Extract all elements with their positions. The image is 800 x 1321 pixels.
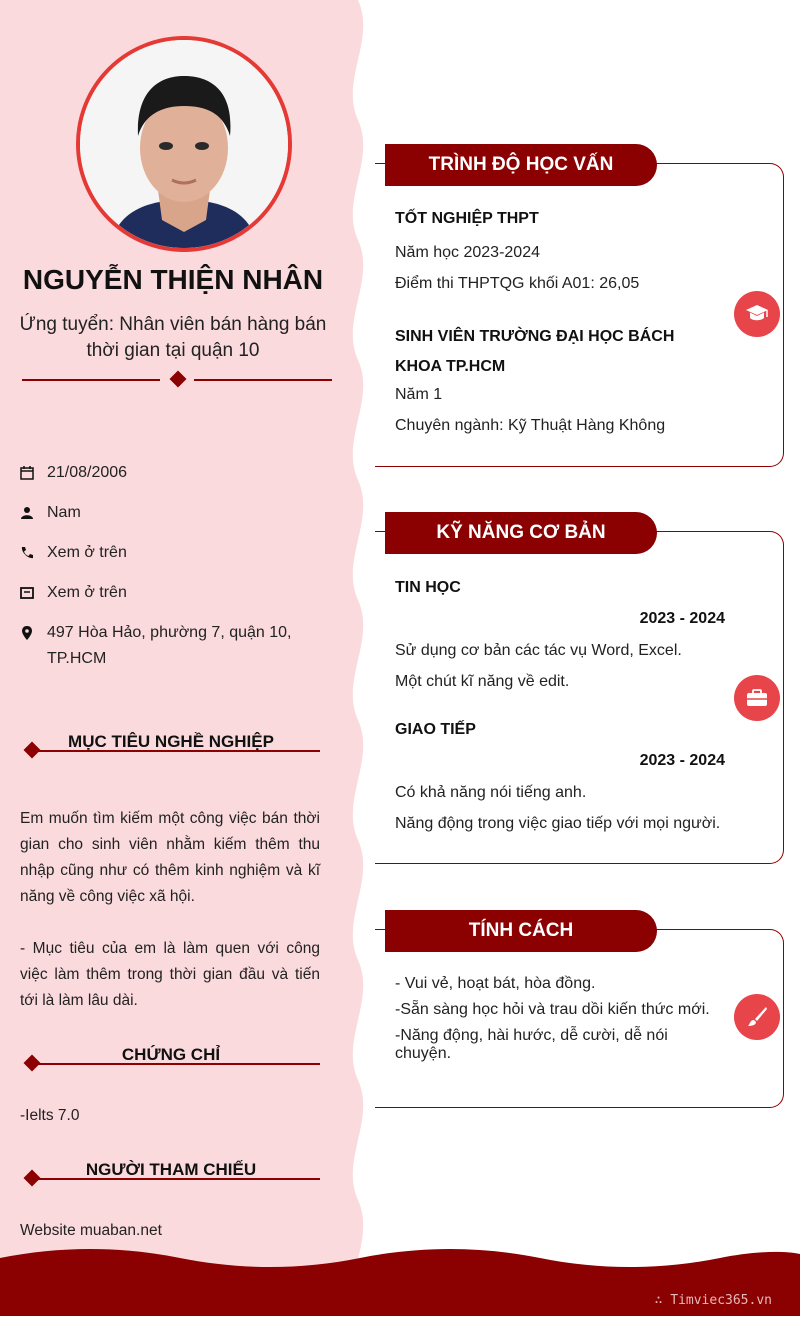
info-address: 497 Hòa Hảo, phường 7, quận 10, TP.HCM xyxy=(20,620,320,672)
user-icon xyxy=(20,506,34,520)
info-email: Xem ở trên xyxy=(20,580,320,606)
personality-title: TÍNH CÁCH xyxy=(385,910,657,952)
objective-text-2: - Mục tiêu của em là làm quen với công việc làm thêm trong thời gian đầu và tiến tới là làm lâu dài. xyxy=(20,940,320,1009)
info-birthdate: 21/08/2006 xyxy=(20,460,320,486)
education-item-2-name: SINH VIÊN TRƯỜNG ĐẠI HỌC BÁCH KHOA TP.HCM xyxy=(395,328,675,375)
calendar-icon xyxy=(20,466,34,480)
briefcase-icon xyxy=(734,675,780,721)
paintbrush-icon xyxy=(734,994,780,1040)
education-item-1-year: Năm học 2023-2024 xyxy=(395,244,540,261)
skill-2-name: GIAO TIẾP xyxy=(395,721,476,738)
info-gender: Nam xyxy=(20,500,320,526)
certificates-text: -Ielts 7.0 xyxy=(20,1107,80,1124)
personality-line-2: -Sẵn sàng học hỏi và trau dồi kiến thức mới. xyxy=(395,1001,710,1018)
skill-1-line-2: Một chút kĩ năng về edit. xyxy=(395,673,570,690)
avatar xyxy=(76,36,292,252)
location-icon xyxy=(20,626,34,640)
skill-2-line-2: Năng động trong việc giao tiếp với mọi người. xyxy=(395,815,721,832)
email-icon xyxy=(20,586,34,600)
education-item-2-year: Năm 1 xyxy=(395,386,443,403)
skill-2-line-1: Có khả năng nói tiếng anh. xyxy=(395,784,587,801)
name-divider xyxy=(22,372,332,388)
skills-title: KỸ NĂNG CƠ BẢN xyxy=(385,512,657,554)
watermark: ∴ Timviec365.vn xyxy=(654,1293,772,1308)
skill-2-year: 2023 - 2024 xyxy=(639,752,725,769)
info-phone: Xem ở trên xyxy=(20,540,320,566)
references-text: Website muaban.net xyxy=(20,1222,162,1239)
objective-heading: MỤC TIÊU NGHỀ NGHIỆP xyxy=(22,732,320,760)
references-heading: NGƯỜI THAM CHIẾU xyxy=(22,1160,320,1188)
education-item-1-score: Điểm thi THPTQG khối A01: 26,05 xyxy=(395,275,640,292)
personality-line-3: -Năng động, hài hước, dễ cười, dễ nói chuyện. xyxy=(395,1027,668,1062)
candidate-name: NGUYỄN THIỆN NHÂN xyxy=(22,264,324,295)
education-item-2-major: Chuyên ngành: Kỹ Thuật Hàng Không xyxy=(395,417,666,434)
certificates-heading: CHỨNG CHỈ xyxy=(22,1045,320,1073)
personality-line-1: - Vui vẻ, hoạt bát, hòa đồng. xyxy=(395,975,596,992)
skill-1-line-1: Sử dụng cơ bản các tác vụ Word, Excel. xyxy=(395,642,682,659)
applied-position: Ứng tuyển: Nhân viên bán hàng bán thời gian tại quận 10 xyxy=(19,314,327,361)
phone-icon xyxy=(20,546,34,560)
skill-1-name: TIN HỌC xyxy=(395,579,461,596)
skill-1-year: 2023 - 2024 xyxy=(639,610,725,627)
education-title: TRÌNH ĐỘ HỌC VẤN xyxy=(385,144,657,186)
education-item-1-name: TỐT NGHIỆP THPT xyxy=(395,210,539,227)
objective-text-1: Em muốn tìm kiếm một công việc bán thời gian cho sinh viên nhằm kiếm thêm thu nhập cũng như có thêm kinh nghiệm và kĩ năng về công việc xã hội. xyxy=(20,810,320,905)
graduation-cap-icon xyxy=(734,291,780,337)
